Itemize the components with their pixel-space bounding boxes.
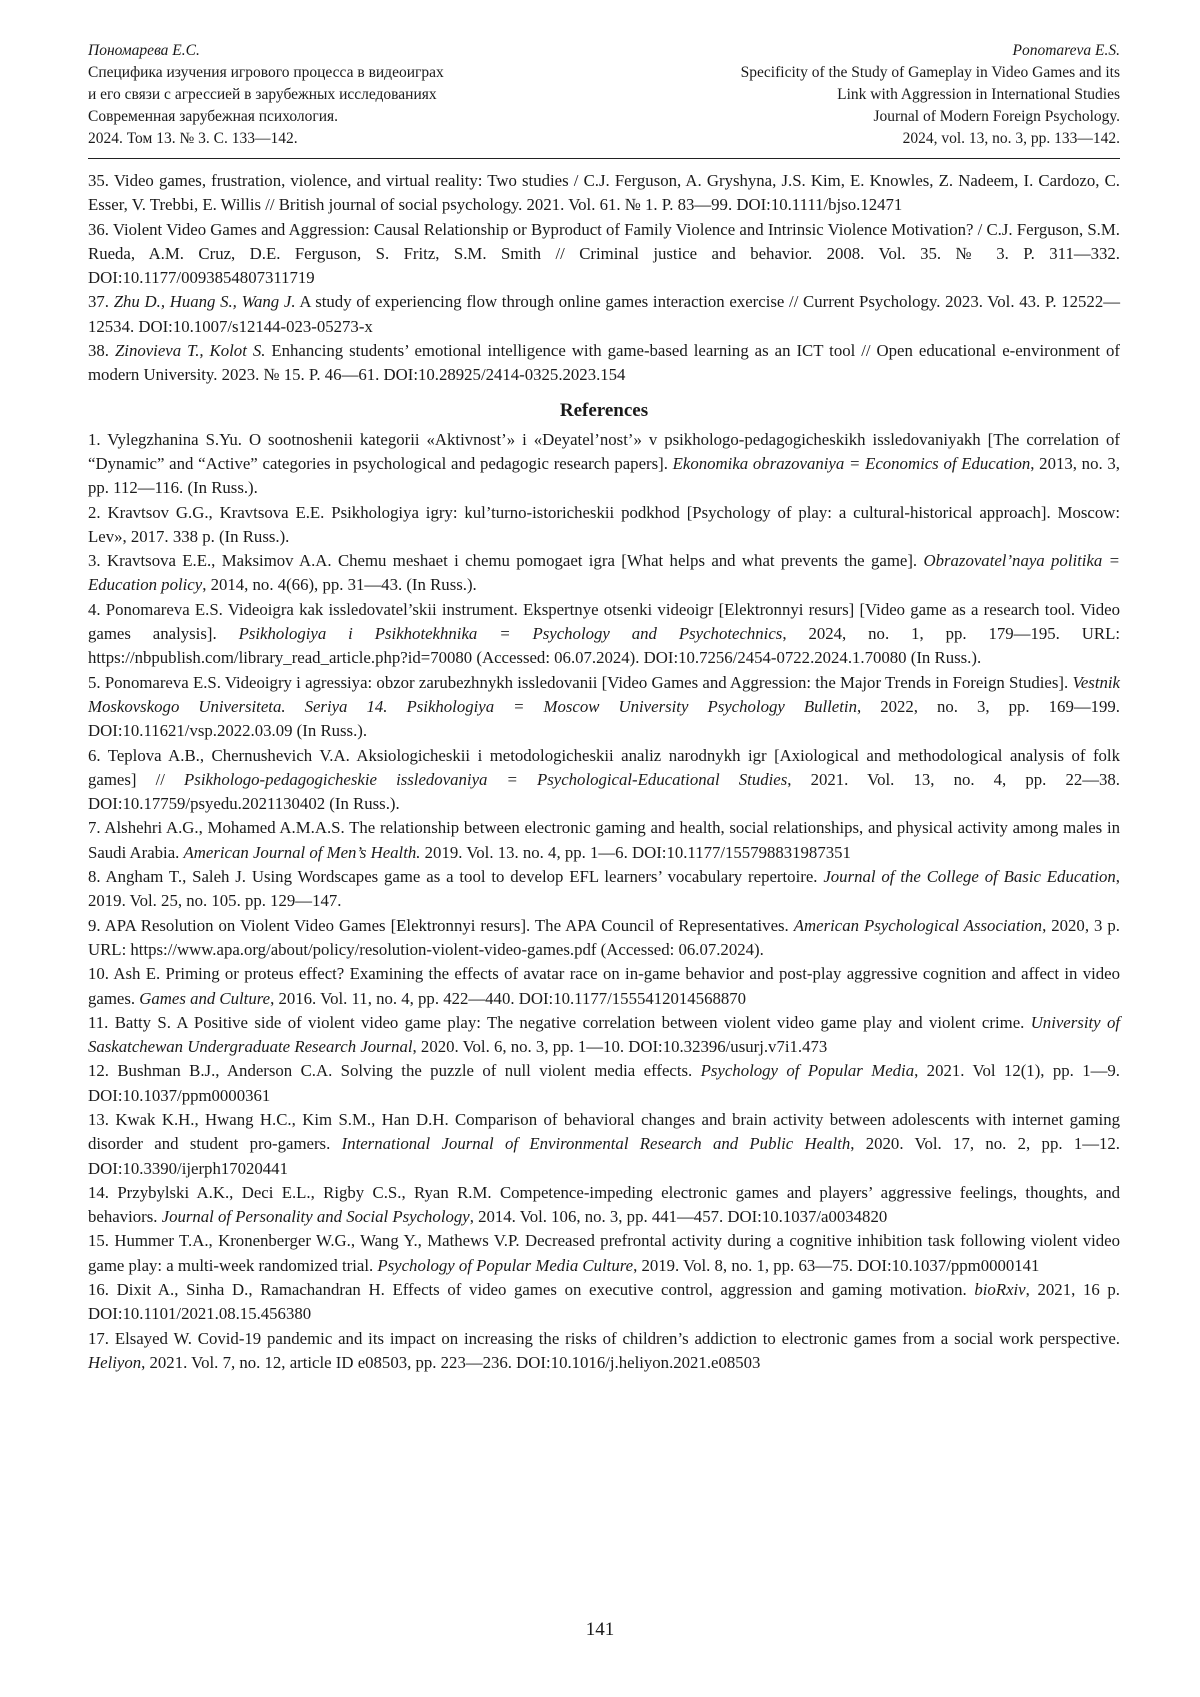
- reference-item-1: [88, 428, 1120, 501]
- reference-item-6: [88, 744, 1120, 817]
- reference-source: Journal of the College of Basic Education: [823, 867, 1115, 886]
- reference-details: , 2020. Vol. 17, no. 2, pp. 1—12. DOI:10.3390/ijerph17020441: [88, 1134, 1120, 1177]
- reference-text: 12. Bushman B.J., Anderson C.A. Solving the puzzle of null violent media effects.: [88, 1061, 701, 1080]
- reference-source: American Journal of Men’s Health.: [184, 843, 421, 862]
- reference-source: Vestnik Moskovskogo Universiteta. Seriya 14. Psikhologiya = Moscow University Psychology Bulletin: [88, 673, 1120, 716]
- reference-source: bioRxiv: [974, 1280, 1025, 1299]
- literature-item-number: 38.: [88, 341, 115, 360]
- reference-item-5: [88, 671, 1120, 744]
- reference-source: Psychology of Popular Media: [701, 1061, 914, 1080]
- header-right: [741, 40, 1120, 150]
- reference-source: Psikhologiya i Psikhotekhnika = Psychology and Psychotechnics: [239, 624, 783, 643]
- reference-item-8: [88, 865, 1120, 914]
- reference-text: 14. Przybylski A.K., Deci E.L., Rigby C.S., Ryan R.M. Competence-impeding electronic games and players’ aggressive feelings, thoughts, and behaviors.: [88, 1183, 1120, 1226]
- literature-item-authors: Zinovieva T., Kolot S.: [115, 341, 265, 360]
- reference-details: , 2021. Vol. 7, no. 12, article ID e08503, pp. 223—236. DOI:10.1016/j.heliyon.2021.e08503: [141, 1353, 760, 1372]
- reference-details: , 2022, no. 3, pp. 169—199. DOI:10.11621/vsp.2022.03.09 (In Russ.).: [88, 697, 1120, 740]
- header-journal-ru: Современная зарубежная психология.: [88, 106, 444, 128]
- page-number: 141: [0, 1619, 1200, 1641]
- header-author-en: Ponomareva E.S.: [741, 40, 1120, 62]
- reference-text: 8. Angham T., Saleh J. Using Wordscapes game as a tool to develop EFL learners’ vocabulary repertoire.: [88, 867, 823, 886]
- literature-item-rest: Enhancing students’ emotional intelligence with game-based learning as an ICT tool // Open educational e-environment of modern University. 2023. № 15. P. 46—61. DOI:10.28925/2414-0325.2023.154: [88, 341, 1120, 384]
- literature-item-37: [88, 290, 1120, 339]
- references-heading: References: [88, 398, 1120, 424]
- literature-item-rest: A study of experiencing flow through online games interaction exercise // Current Psychology. 2023. Vol. 43. P. 12522—12534. DOI:10.1007/s12144-023-05273-x: [88, 292, 1120, 335]
- header-title-en-line2: Link with Aggression in International Studies: [741, 84, 1120, 106]
- reference-source: Ekonomika obrazovaniya = Economics of Education: [673, 454, 1031, 473]
- literature-item-number: 37.: [88, 292, 114, 311]
- reference-source: Games and Culture: [139, 989, 270, 1008]
- header-divider: [88, 158, 1120, 159]
- reference-source: Psikhologo-pedagogicheskie issledovaniya = Psychological-Educational Studies: [184, 770, 787, 789]
- reference-source: Heliyon: [88, 1353, 141, 1372]
- reference-list: [88, 169, 1120, 1375]
- reference-item-15: [88, 1229, 1120, 1278]
- reference-text: 17. Elsayed W. Covid-19 pandemic and its impact on increasing the risks of children’s addiction to electronic games from a social work perspective.: [88, 1329, 1120, 1348]
- reference-text: 4. Ponomareva E.S. Videoigra kak issledovatel’skii instrument. Ekspertnye otsenki videoigr [Elektronnyi resurs] [Video game as a research tool. Video games analysis].: [88, 600, 1120, 643]
- reference-source: International Journal of Environmental Research and Public Health: [342, 1134, 851, 1153]
- literature-item-authors: Zhu D., Huang S., Wang J.: [114, 292, 296, 311]
- reference-text: 9. APA Resolution on Violent Video Games [Elektronnyi resurs]. The APA Council of Representatives.: [88, 916, 794, 935]
- reference-source: American Psychological Association: [794, 916, 1042, 935]
- reference-details: , 2014. Vol. 106, no. 3, pp. 441—457. DOI:10.1037/a0034820: [470, 1207, 888, 1226]
- reference-details: , 2024, no. 1, pp. 179—195. URL: https://nbpublish.com/library_read_article.php?id=70080 (Accessed: 06.07.2024). DOI:10.7256/2454-0722.2024.1.70080 (In Russ.).: [88, 624, 1120, 667]
- reference-text: 10. Ash E. Priming or proteus effect? Examining the effects of avatar race on in-game behavior and post-play aggressive cognition and affect in video games.: [88, 964, 1120, 1007]
- reference-text: 1. Vylegzhanina S.Yu. O sootnoshenii kategorii «Aktivnost’» i «Deyatel’nost’» v psikhologo-pedagogicheskikh issledovaniyakh [The correlation of “Dynamic” and “Active” categories in psychological and pedagogic research papers].: [88, 430, 1120, 473]
- reference-item-4: [88, 598, 1120, 671]
- reference-source: Journal of Personality and Social Psychology: [162, 1207, 470, 1226]
- reference-text: 15. Hummer T.A., Kronenberger W.G., Wang Y., Mathews V.P. Decreased prefrontal activity during a cognitive inhibition task following violent video game play: a multi-week randomized trial.: [88, 1231, 1120, 1274]
- reference-details: , 2020, 3 p. URL: https://www.apa.org/about/policy/resolution-violent-video-games.pdf (Accessed: 06.07.2024).: [88, 916, 1120, 959]
- header-title-ru-line1: Специфика изучения игрового процесса в видеоиграх: [88, 62, 444, 84]
- reference-item-2: [88, 501, 1120, 550]
- reference-item-9: [88, 914, 1120, 963]
- header-title-ru-line2: и его связи с агрессией в зарубежных исследованиях: [88, 84, 444, 106]
- reference-source: Psychology of Popular Media Culture: [377, 1256, 633, 1275]
- literature-item-35: 35. Video games, frustration, violence, and virtual reality: Two studies / C.J. Ferguson, A. Gryshyna, J.S. Kim, E. Knowles, Z. Nadeem, I. Cardozo, C. Esser, V. Trebbi, E. Willis // British journal of social psychology. 2021. Vol. 61. № 1. P. 83—99. DOI:10.1111/bjso.12471: [88, 169, 1120, 218]
- header-issue-en: 2024, vol. 13, no. 3, pp. 133—142.: [741, 128, 1120, 150]
- reference-text: 6. Teplova A.B., Chernushevich V.A. Aksiologicheskii i metodologicheskii analiz narodnykh igr [Axiological and methodological analysis of folk games] //: [88, 746, 1120, 789]
- reference-item-14: [88, 1181, 1120, 1230]
- reference-details: , 2021. Vol 12(1), pp. 1—9. DOI:10.1037/ppm0000361: [88, 1061, 1120, 1104]
- reference-details: 2019. Vol. 13. no. 4, pp. 1—6. DOI:10.1177/155798831987351: [420, 843, 850, 862]
- reference-source: University of Saskatchewan Undergraduate Research Journal: [88, 1013, 1120, 1056]
- reference-details: , 2014, no. 4(66), pp. 31—43. (In Russ.).: [202, 575, 477, 594]
- reference-item-11: [88, 1011, 1120, 1060]
- header-issue-ru: 2024. Том 13. № 3. С. 133—142.: [88, 128, 444, 150]
- reference-text: 16. Dixit A., Sinha D., Ramachandran H. Effects of video games on executive control, aggression and gaming motivation.: [88, 1280, 974, 1299]
- reference-details: , 2013, no. 3, pp. 112—116. (In Russ.).: [88, 454, 1120, 497]
- reference-item-13: [88, 1108, 1120, 1181]
- reference-item-7: [88, 816, 1120, 865]
- page: [88, 40, 1120, 1375]
- reference-text: 5. Ponomareva E.S. Videoigry i agressiya: obzor zarubezhnykh issledovanii [Video Games and Aggression: the Major Trends in Foreign Studies].: [88, 673, 1072, 692]
- header-title-en-line1: Specificity of the Study of Gameplay in Video Games and its: [741, 62, 1120, 84]
- reference-item-12: [88, 1059, 1120, 1108]
- reference-details: , 2020. Vol. 6, no. 3, pp. 1—10. DOI:10.32396/usurj.v7i1.473: [413, 1037, 828, 1056]
- reference-item-16: [88, 1278, 1120, 1327]
- reference-text: 11. Batty S. A Positive side of violent video game play: The negative correlation between violent video game play and violent crime.: [88, 1013, 1031, 1032]
- reference-details: , 2021. Vol. 13, no. 4, pp. 22—38. DOI:10.17759/psyedu.2021130402 (In Russ.).: [88, 770, 1120, 813]
- header-author-ru: Пономарева Е.С.: [88, 40, 444, 62]
- reference-source: Obrazovatel’naya politika = Education policy: [88, 551, 1120, 594]
- running-header: [88, 40, 1120, 150]
- reference-text: 3. Kravtsova E.E., Maksimov A.A. Chemu meshaet i chemu pomogaet igra [What helps and what prevents the game].: [88, 551, 924, 570]
- reference-item-3: [88, 549, 1120, 598]
- reference-text: 13. Kwak K.H., Hwang H.C., Kim S.M., Han D.H. Comparison of behavioral changes and brain activity between adolescents with internet gaming disorder and student pro-gamers.: [88, 1110, 1120, 1153]
- reference-item-17: [88, 1327, 1120, 1376]
- reference-item-10: [88, 962, 1120, 1011]
- reference-details: , 2021, 16 p. DOI:10.1101/2021.08.15.456380: [88, 1280, 1120, 1323]
- reference-details: , 2019. Vol. 8, no. 1, pp. 63—75. DOI:10.1037/ppm0000141: [633, 1256, 1039, 1275]
- reference-text: 7. Alshehri A.G., Mohamed A.M.A.S. The relationship between electronic gaming and health, social relationships, and physical activity among males in Saudi Arabia.: [88, 818, 1120, 861]
- reference-text: 2. Kravtsov G.G., Kravtsova E.E. Psikhologiya igry: kul’turno-istoricheskii podkhod [Psychology of play: a cultural-historical approach]. Moscow: Lev», 2017. 338 p. (In Russ.).: [88, 503, 1120, 546]
- reference-details: , 2019. Vol. 25, no. 105. pp. 129—147.: [88, 867, 1120, 910]
- header-left: [88, 40, 444, 150]
- header-journal-en: Journal of Modern Foreign Psychology.: [741, 106, 1120, 128]
- literature-item-38: [88, 339, 1120, 388]
- reference-details: , 2016. Vol. 11, no. 4, pp. 422—440. DOI:10.1177/1555412014568870: [270, 989, 746, 1008]
- literature-item-36: 36. Violent Video Games and Aggression: Causal Relationship or Byproduct of Family Violence and Intrinsic Violence Motivation? / C.J. Ferguson, S.M. Rueda, A.M. Cruz, D.E. Ferguson, S. Fritz, S.M. Smith // Criminal justice and behavior. 2008. Vol. 35. № 3. P. 311—332. DOI:10.1177/0093854807311719: [88, 218, 1120, 291]
